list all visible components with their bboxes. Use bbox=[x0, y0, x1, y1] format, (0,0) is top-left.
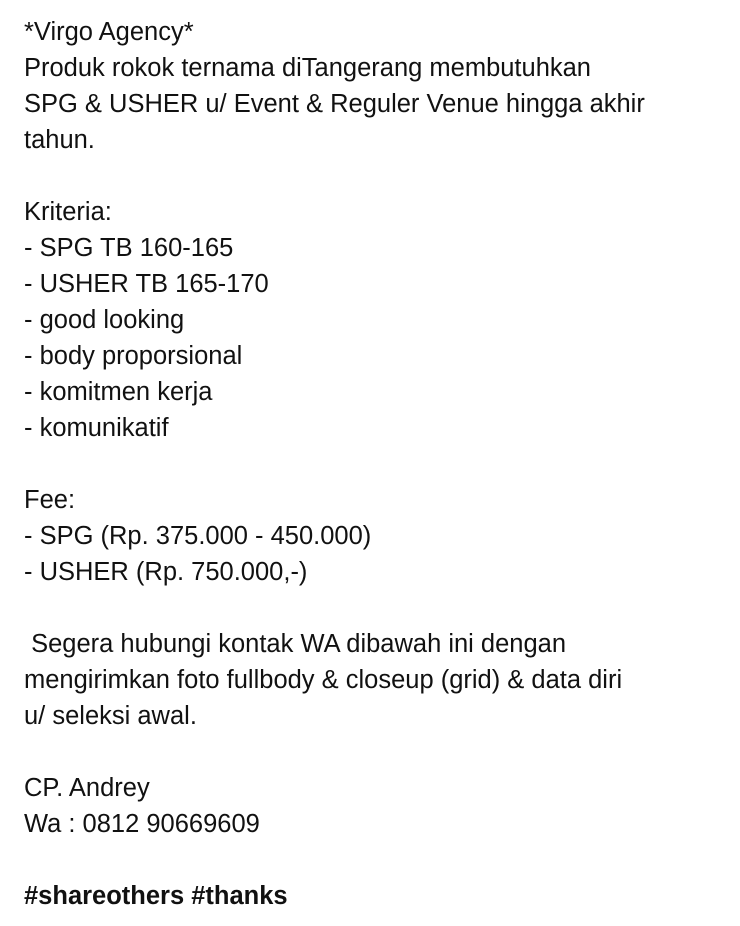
fee-item: - USHER (Rp. 750.000,-) bbox=[24, 558, 308, 586]
blank-line bbox=[24, 734, 724, 770]
instructions-line-3: u/ seleksi awal. bbox=[24, 702, 197, 730]
kriteria-item: - body proporsional bbox=[24, 342, 243, 370]
instructions-line-2: mengirimkan foto fullbody & closeup (grid) & data diri bbox=[24, 666, 623, 694]
hashtags: #shareothers #thanks bbox=[24, 882, 288, 910]
blank-line bbox=[24, 842, 724, 878]
blank-line bbox=[24, 590, 724, 626]
kriteria-item: - SPG TB 160-165 bbox=[24, 234, 234, 262]
kriteria-item: - komitmen kerja bbox=[24, 378, 213, 406]
kriteria-title: Kriteria: bbox=[24, 198, 112, 226]
kriteria-item: - good looking bbox=[24, 306, 185, 334]
job-posting bbox=[24, 14, 724, 914]
fee-item: - SPG (Rp. 375.000 - 450.000) bbox=[24, 522, 372, 550]
kriteria-item: - komunikatif bbox=[24, 414, 169, 442]
instructions-line-1: Segera hubungi kontak WA dibawah ini dengan bbox=[24, 630, 567, 658]
blank-line bbox=[24, 158, 724, 194]
kriteria-item: - USHER TB 165-170 bbox=[24, 270, 269, 298]
blank-line bbox=[24, 446, 724, 482]
intro-line-3: tahun. bbox=[24, 126, 95, 154]
intro-line-2: SPG & USHER u/ Event & Reguler Venue hingga akhir bbox=[24, 90, 645, 118]
contact-person: CP. Andrey bbox=[24, 774, 150, 802]
agency-name: *Virgo Agency* bbox=[24, 18, 194, 46]
intro-line-1: Produk rokok ternama diTangerang membutuhkan bbox=[24, 54, 591, 82]
contact-whatsapp: Wa : 0812 90669609 bbox=[24, 810, 260, 838]
fee-title: Fee: bbox=[24, 486, 76, 514]
